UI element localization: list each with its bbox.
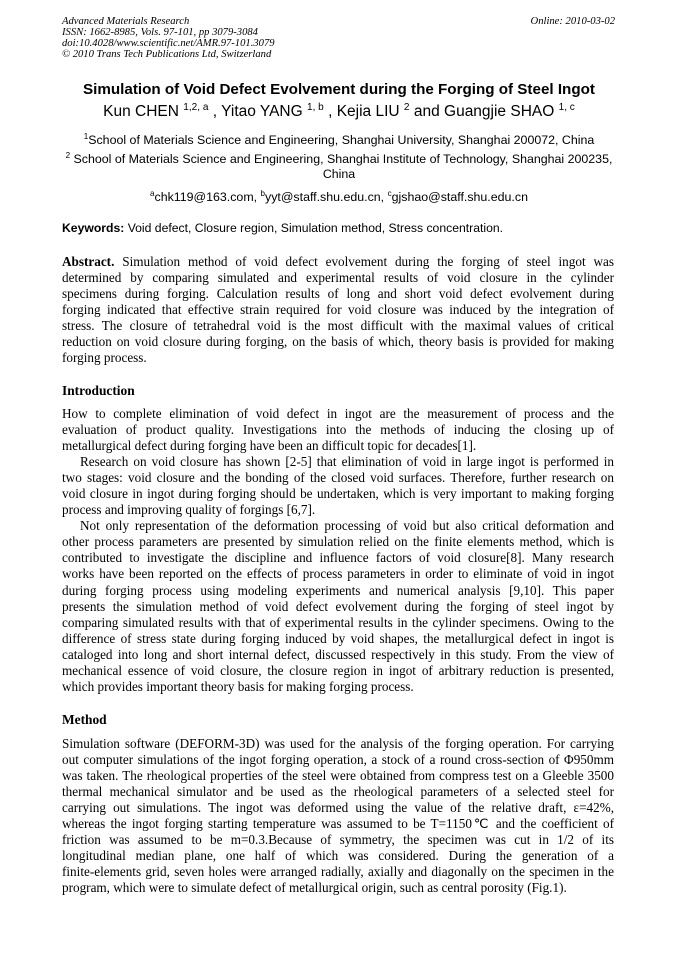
text-line: out computer simulations of the ingot forging operation, a stock of a round cross-section of Φ950mm xyxy=(62,752,614,768)
email-sup: c xyxy=(387,189,392,198)
affiliation-text: School of Materials Science and Engineering, Shanghai Institute of Technology, Shanghai 200235, xyxy=(70,152,613,167)
text-line: Research on void closure has shown [2-5] that elimination of void in large ingot is performed in xyxy=(80,454,614,470)
text-line: reduction on void closure during forging, on the basis of which, theory basis is provided for making xyxy=(62,334,614,350)
affiliation-text: School of Materials Science and Engineering, Shanghai University, Shanghai 200072, China xyxy=(88,133,595,148)
email: chk119@163.com, xyxy=(154,190,261,205)
author-name: Kun CHEN xyxy=(103,103,179,121)
text-line: works have been reported on the effects of process parameters in order to eliminate of void in ingot xyxy=(62,566,614,582)
author-sup: 1, b xyxy=(306,102,324,113)
affiliation-1 xyxy=(40,132,638,147)
email-sup: a xyxy=(150,189,155,198)
text-line: finite-elements grid, seven holes were arranged radially, axially and diagonally on the specimen in the xyxy=(62,864,614,880)
affiliation-sup: 2 xyxy=(65,151,71,160)
text-line: Simulation software (DEFORM-3D) was used for the analysis of the forging operation. For carrying xyxy=(62,736,614,751)
text-line: Not only representation of the deformation processing of void but also critical deformation and xyxy=(80,518,614,534)
text-line: How to complete elimination of void defect in ingot are the measurement of process and the xyxy=(62,406,614,421)
text-line: thermal mechanical simulator and be used as the rheological parameters of a selected steel for xyxy=(62,784,614,800)
text-line: other process parameters are presented by simulation relied on the finite elements method, which is xyxy=(62,534,614,550)
author-name: and Guangjie SHAO xyxy=(413,103,555,121)
text-line: void closure in ingot during forging should be undertaken, which is very important to making forging xyxy=(62,486,614,502)
abstract-text: Simulation method of void defect evolvement during the forging of steel ingot was xyxy=(114,254,614,269)
text-line: carrying out simulations. The ingot was deformed using the value of the relative draft, ε=42%, xyxy=(62,800,614,816)
doi: doi:10.4028/www.scientific.net/AMR.97-101.3079 xyxy=(62,38,275,49)
author-name: , Kejia LIU xyxy=(328,103,400,121)
authors xyxy=(40,102,638,121)
text-line: whereas the ingot forging starting temperature was assumed to be T=1150℃ and the coefficient of xyxy=(62,816,614,832)
abstract xyxy=(62,254,614,366)
text-line: difference of stress state during forging induced by void shapes, the metallurgical defect in ingot is xyxy=(62,630,614,646)
text-line: two stages: void closure and the bonding of the closed void surfaces. Therefore, further research on xyxy=(62,470,614,486)
keywords-text: Void defect, Closure region, Simulation method, Stress concentration. xyxy=(124,221,504,235)
text-line: friction was assumed to be m=0.3.Because of symmetry, the specimen was cut in 1/2 of its xyxy=(62,832,614,848)
text-line xyxy=(62,254,614,270)
section-heading-introduction: Introduction xyxy=(62,383,135,398)
text-line: was taken. The rheological properties of the steel were obtained from compress test on a Gleeble 3500 xyxy=(62,768,614,784)
text-line: specimens during forging. Calculation results of long and short void defect evolvement during xyxy=(62,286,614,302)
text-line: which provides important theory basis for making forging process. xyxy=(62,678,414,694)
journal-name: Advanced Materials Research xyxy=(62,16,190,27)
emails xyxy=(40,189,638,204)
online-date: Online: 2010-03-02 xyxy=(530,16,615,27)
text-line: process and improving quality of forgings [6,7]. xyxy=(62,502,316,518)
email: yyt@staff.shu.edu.cn, xyxy=(265,190,388,205)
text-line: mechanical essence of void closure, the closure region in ingot of arbitrary reduction is presented, xyxy=(62,662,614,678)
affiliation-sup: 1 xyxy=(83,132,89,141)
paper-title: Simulation of Void Defect Evolvement during the Forging of Steel Ingot xyxy=(83,81,595,98)
email: gjshao@staff.shu.edu.cn xyxy=(391,190,528,205)
text-line: comparing simulated results with that of experimental results in the cylinder specimens. Owing to the xyxy=(62,614,614,630)
keywords xyxy=(62,221,503,235)
text-line: evaluation of product quality. Investigations into the methods of inducing the closing up of xyxy=(62,422,614,438)
author-sup: 2 xyxy=(403,102,410,113)
text-line: presents the simulation method of void defect evolvement during the forging of steel ingot by xyxy=(62,598,614,614)
text-line: longitudinal median plane, one half of which was considered. During the generation of a xyxy=(62,848,614,864)
issn: ISSN: 1662-8985, Vols. 97-101, pp 3079-3084 xyxy=(62,27,258,38)
method-body xyxy=(62,736,614,896)
text-line: metallurgical defect during forging have been an difficult topic for decades[1]. xyxy=(62,438,477,454)
journal-header xyxy=(62,16,275,60)
abstract-label: Abstract. xyxy=(62,254,115,269)
email-sup: b xyxy=(260,189,266,198)
affiliation-2 xyxy=(40,151,638,166)
author-sup: 1,2, a xyxy=(183,102,209,113)
affiliation-2-cont: China xyxy=(322,167,356,181)
text-line: forging process. xyxy=(62,350,147,366)
text-line: determined by comparing simulated and experimental results of void closure in the cylinder xyxy=(62,270,614,286)
keywords-label: Keywords: xyxy=(62,221,125,235)
text-line: stress. The closure of tetrahedral void is the most difficult with the maximal values of critical xyxy=(62,318,614,334)
text-line: forging indicated that effective strain required for void closure was induced by the integration of xyxy=(62,302,614,318)
text-line: contributed to investigate the discipline and influence factors of void closure[8]. Many research xyxy=(62,550,614,566)
introduction-body xyxy=(62,406,614,695)
section-heading-method: Method xyxy=(62,712,107,727)
author-name: , Yitao YANG xyxy=(212,103,303,121)
copyright: © 2010 Trans Tech Publications Ltd, Switzerland xyxy=(62,49,272,60)
author-sup: 1, c xyxy=(558,102,575,113)
text-line: cataloged into long and short internal defect, discussed respectively in this study. From the view of xyxy=(62,646,614,662)
text-line: program, which were to simulate defect of metallurgical origin, such as central porosity (Fig.1). xyxy=(62,880,567,896)
text-line: during forging process using modeling experiments and numerical analysis [9,10]. This paper xyxy=(62,582,614,598)
